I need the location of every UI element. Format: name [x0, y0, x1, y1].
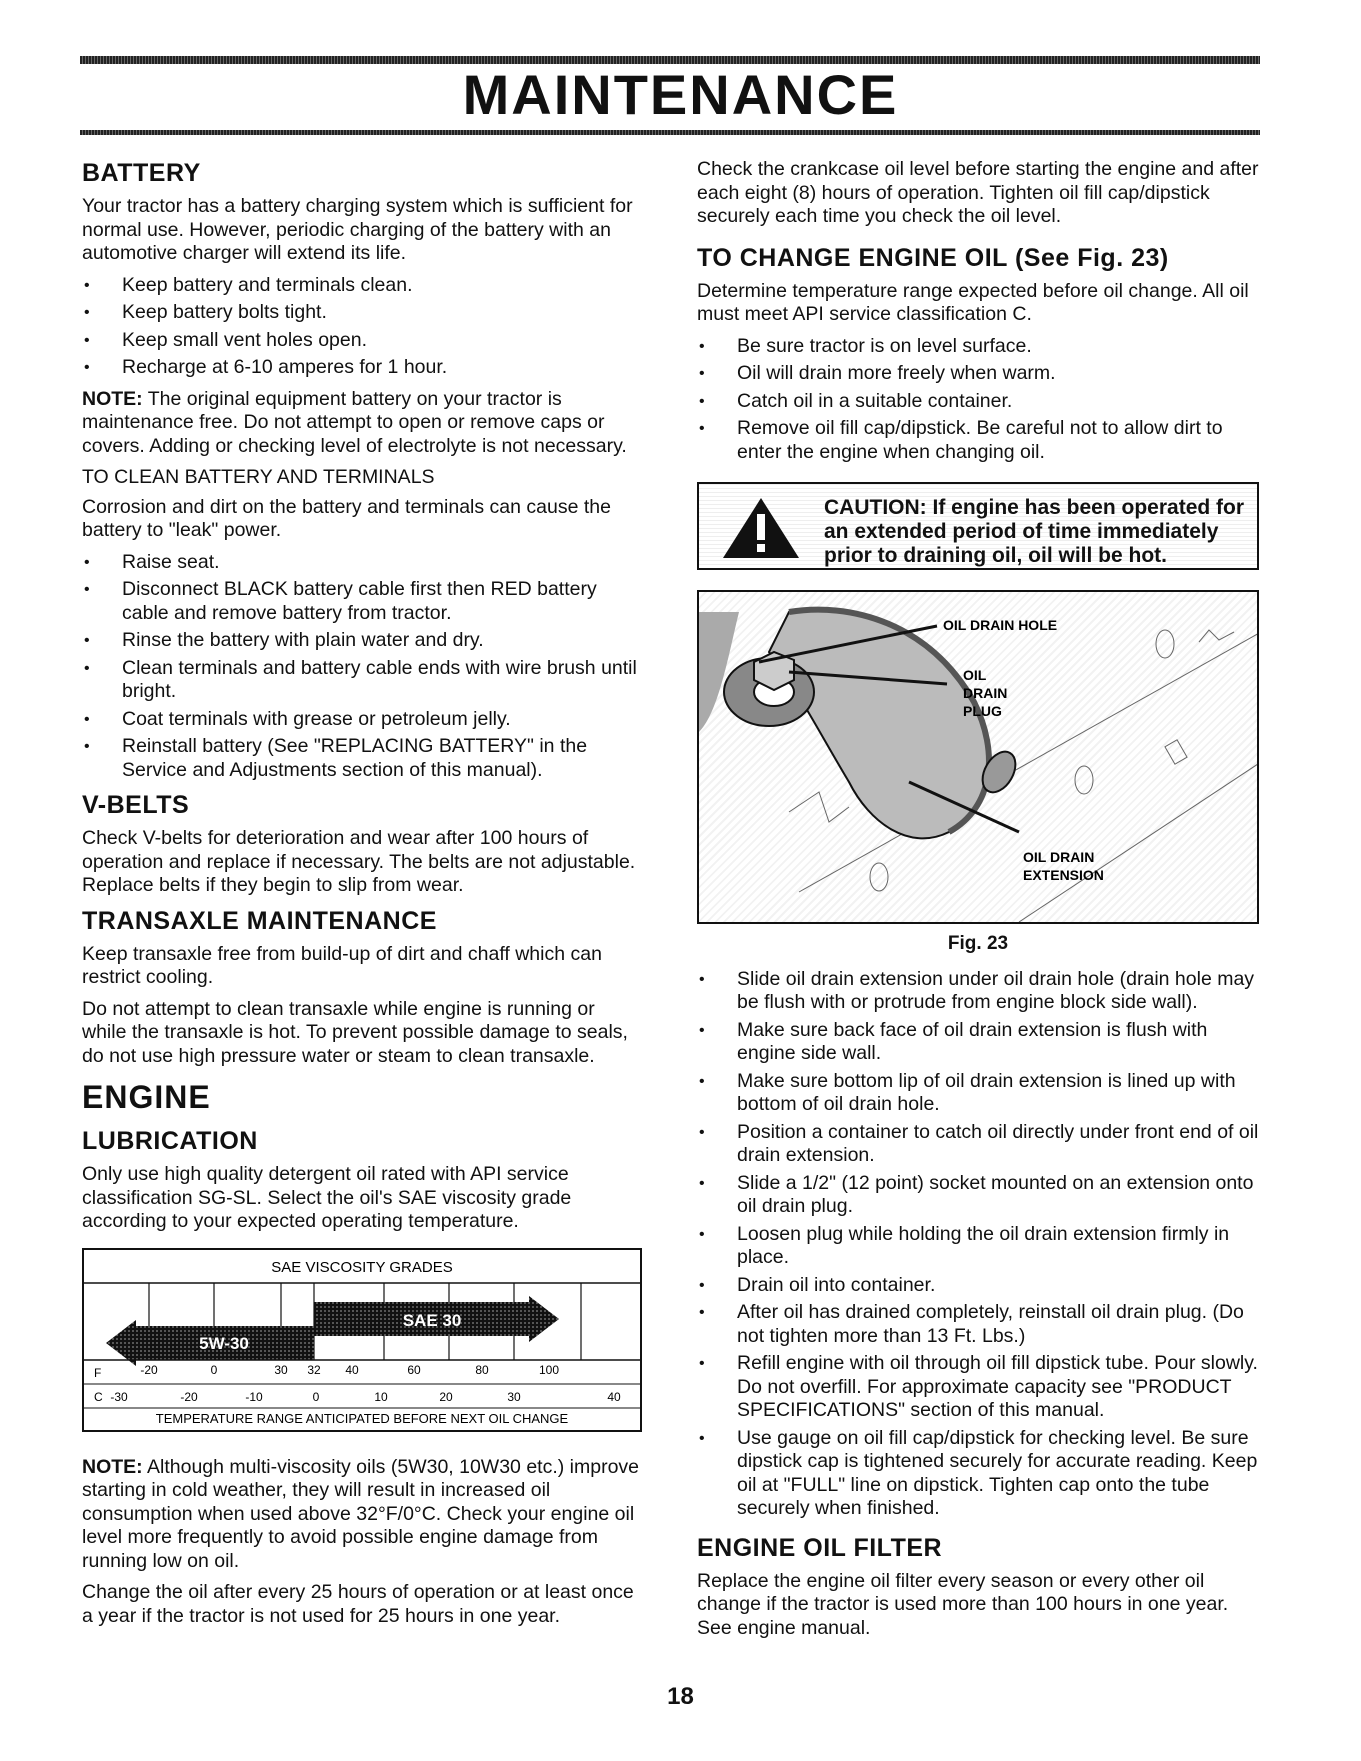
battery-list: [82, 274, 642, 380]
list-item: • Keep small vent holes open.: [82, 329, 642, 353]
transaxle-heading: TRANSAXLE MAINTENANCE: [82, 906, 437, 935]
tick-label: -20: [180, 1389, 198, 1404]
change-oil-list: [697, 335, 1259, 465]
tick-label: -30: [110, 1389, 128, 1404]
page-number: 18: [667, 1683, 694, 1710]
list-item: • Recharge at 6-10 amperes for 1 hour.: [82, 356, 642, 380]
oil-filter-text: Replace the engine oil filter every season or every other oil change if the tractor is used more than 100 hours in one year. See engine manual.: [697, 1569, 1229, 1639]
tick-label: 40: [607, 1389, 621, 1404]
list-item: • Rinse the battery with plain water and dry.: [82, 629, 642, 653]
list-item: • Refill engine with oil through oil fill dipstick tube. Pour slowly. Do not overfill. For approximate capacity see "PRODUCT SPECIFICATIONS" section of this manual.: [697, 1352, 1259, 1423]
list-item: • Make sure bottom lip of oil drain extension is lined up with bottom of oil drain hole.: [697, 1070, 1259, 1117]
list-item: • Oil will drain more freely when warm.: [697, 362, 1259, 386]
page-title: MAINTENANCE: [462, 63, 899, 126]
lubrication-text: Only use high quality detergent oil rated with API service classification SG-SL. Select the oil's SAE viscosity grade according to your expected operating temperature.: [82, 1163, 572, 1232]
oil-filter-heading: ENGINE OIL FILTER: [697, 1533, 943, 1562]
list-item: • Keep battery bolts tight.: [82, 301, 642, 325]
clean-heading: TO CLEAN BATTERY AND TERMINALS: [82, 466, 435, 488]
caution-text: CAUTION: If engine has been operated for an extended period of time immediately prior to draining oil, oil will be hot.: [824, 496, 1245, 567]
oil-change-interval: Change the oil after every 25 hours of operation or at least once a year if the tractor is not used for 25 hours in one year.: [82, 1581, 634, 1627]
list-item: • Slide oil drain extension under oil drain hole (drain hole may be flush with or protrude from engine block side wall).: [697, 968, 1259, 1015]
oil-drain-plug-label-3: PLUG: [963, 703, 1002, 719]
tick-label: 0: [312, 1389, 320, 1404]
oil-drain-plug-label-1: OIL: [963, 667, 987, 683]
list-item: • Raise seat.: [82, 551, 642, 575]
check-oil-text: Check the crankcase oil level before starting the engine and after each eight (8) hours of operation. Tighten oil fill cap/dipstick securely each time you check the oil level.: [697, 158, 1259, 227]
tick-label: 100: [538, 1362, 560, 1377]
list-item: • Drain oil into container.: [697, 1274, 1259, 1298]
f-axis: [94, 1363, 559, 1380]
vbelts-text: Check V-belts for deterioration and wear after 100 hours of operation and replace if necessary. The belts are not adjustable. Replace belts if they begin to slip from wear.: [82, 827, 636, 896]
battery-heading: BATTERY: [82, 159, 201, 187]
oil-drain-illustration: [699, 592, 1259, 922]
chart-title: SAE VISCOSITY GRADES: [271, 1258, 453, 1276]
transaxle-text-1: Keep transaxle free from build-up of dirt and chaff which can restrict cooling.: [82, 942, 602, 988]
engine-heading: ENGINE: [82, 1079, 211, 1115]
oil-drain-plug-label-2: DRAIN: [963, 685, 1008, 701]
oil-drain-hole-label: OIL DRAIN HOLE: [943, 617, 1058, 633]
list-item: • Coat terminals with grease or petroleum jelly.: [82, 708, 642, 732]
list-item: • Position a container to catch oil directly under front end of oil drain extension.: [697, 1121, 1259, 1168]
change-oil-heading: TO CHANGE ENGINE OIL (See Fig. 23): [697, 243, 1169, 272]
c-axis: [94, 1390, 621, 1404]
tick-label: -20: [140, 1362, 158, 1377]
right-column: [697, 158, 1259, 1648]
list-item: • Reinstall battery (See "REPLACING BATTERY" in the Service and Adjustments section of this manual).: [82, 735, 642, 782]
list-item: • Slide a 1/2" (12 point) socket mounted on an extension onto oil drain plug.: [697, 1172, 1259, 1219]
battery-note: [82, 388, 642, 459]
tick-label: 80: [475, 1362, 489, 1377]
fig-23-illustration: [697, 590, 1259, 924]
clean-intro: Corrosion and dirt on the battery and terminals can cause the battery to "leak" power.: [82, 495, 611, 541]
sae30-label: SAE 30: [402, 1310, 462, 1330]
viscosity-chart: [82, 1248, 642, 1432]
change-oil-intro: Determine temperature range expected before oil change. All oil must meet API service classification C.: [697, 279, 1249, 325]
note-label: NOTE:: [82, 1455, 143, 1478]
tick-label: 60: [407, 1362, 421, 1377]
battery-intro: Your tractor has a battery charging system which is sufficient for normal use. However, periodic charging of the battery with an automotive charger will extend its life.: [82, 195, 633, 264]
lubrication-heading: LUBRICATION: [82, 1127, 258, 1155]
list-item: • Clean terminals and battery cable ends with wire brush until bright.: [82, 657, 642, 704]
title-rule: [80, 130, 1260, 135]
note-text: Although multi-viscosity oils (5W30, 10W30 etc.) improve starting in cold weather, they will result in increased oil consumption when used above 32°F/0°C. Check your engine oil level more frequently to avoid possible engine damage from running low on oil.: [82, 1455, 640, 1572]
figure-caption: Fig. 23: [947, 933, 1009, 954]
note-text: The original equipment battery on your tractor is maintenance free. Do not attempt to open or remove caps or covers. Adding or checking level of electrolyte is not necessary.: [82, 387, 627, 457]
list-item: • Be sure tractor is on level surface.: [697, 335, 1259, 359]
viscosity-chart-graphic: [84, 1250, 640, 1430]
5w30-label: 5W-30: [199, 1333, 249, 1353]
caution-box: [697, 482, 1259, 570]
left-column: [82, 158, 642, 1636]
clean-list: [82, 551, 642, 783]
tick-label: 40: [345, 1362, 359, 1377]
tick-label: 32: [307, 1362, 321, 1377]
drain-steps-list: [697, 968, 1259, 1521]
list-item: • After oil has drained completely, reinstall oil drain plug. (Do not tighten more than 13 Ft. Lbs.): [697, 1301, 1259, 1348]
tick-label: -10: [245, 1389, 263, 1404]
f-label: F: [94, 1365, 102, 1380]
tick-label: 20: [439, 1389, 453, 1404]
warning-icon: [721, 496, 801, 560]
c-label: C: [94, 1389, 103, 1404]
list-item: • Keep battery and terminals clean.: [82, 274, 642, 298]
list-item: • Catch oil in a suitable container.: [697, 390, 1259, 414]
list-item: • Loosen plug while holding the oil drain extension firmly in place.: [697, 1223, 1259, 1270]
chart-footer: TEMPERATURE RANGE ANTICIPATED BEFORE NEXT OIL CHANGE: [155, 1410, 569, 1426]
oil-drain-extension-label-1: OIL DRAIN: [1023, 849, 1095, 865]
tick-label: 10: [374, 1389, 388, 1404]
tick-label: 0: [210, 1362, 218, 1377]
list-item: • Disconnect BLACK battery cable first then RED battery cable and remove battery from tractor.: [82, 578, 642, 625]
list-item: • Remove oil fill cap/dipstick. Be careful not to allow dirt to enter the engine when changing oil.: [697, 417, 1259, 464]
transaxle-text-2: Do not attempt to clean transaxle while engine is running or while the transaxle is hot. To prevent possible damage to seals, do not use high pressure water or steam to clean transaxle.: [82, 997, 628, 1067]
tick-label: 30: [507, 1389, 521, 1404]
vbelts-heading: V-BELTS: [82, 791, 190, 819]
list-item: • Use gauge on oil fill cap/dipstick for checking level. Be sure dipstick cap is tightened securely for accurate reading. Keep oil at "FULL" line on dipstick. Tighten cap onto the tube securely when finished.: [697, 1427, 1259, 1521]
tick-label: 30: [274, 1362, 288, 1377]
list-item: • Make sure back face of oil drain extension is flush with engine side wall.: [697, 1019, 1259, 1066]
oil-drain-extension-label-2: EXTENSION: [1023, 867, 1104, 883]
note-label: NOTE:: [82, 387, 143, 410]
engine-note: [82, 1456, 642, 1574]
